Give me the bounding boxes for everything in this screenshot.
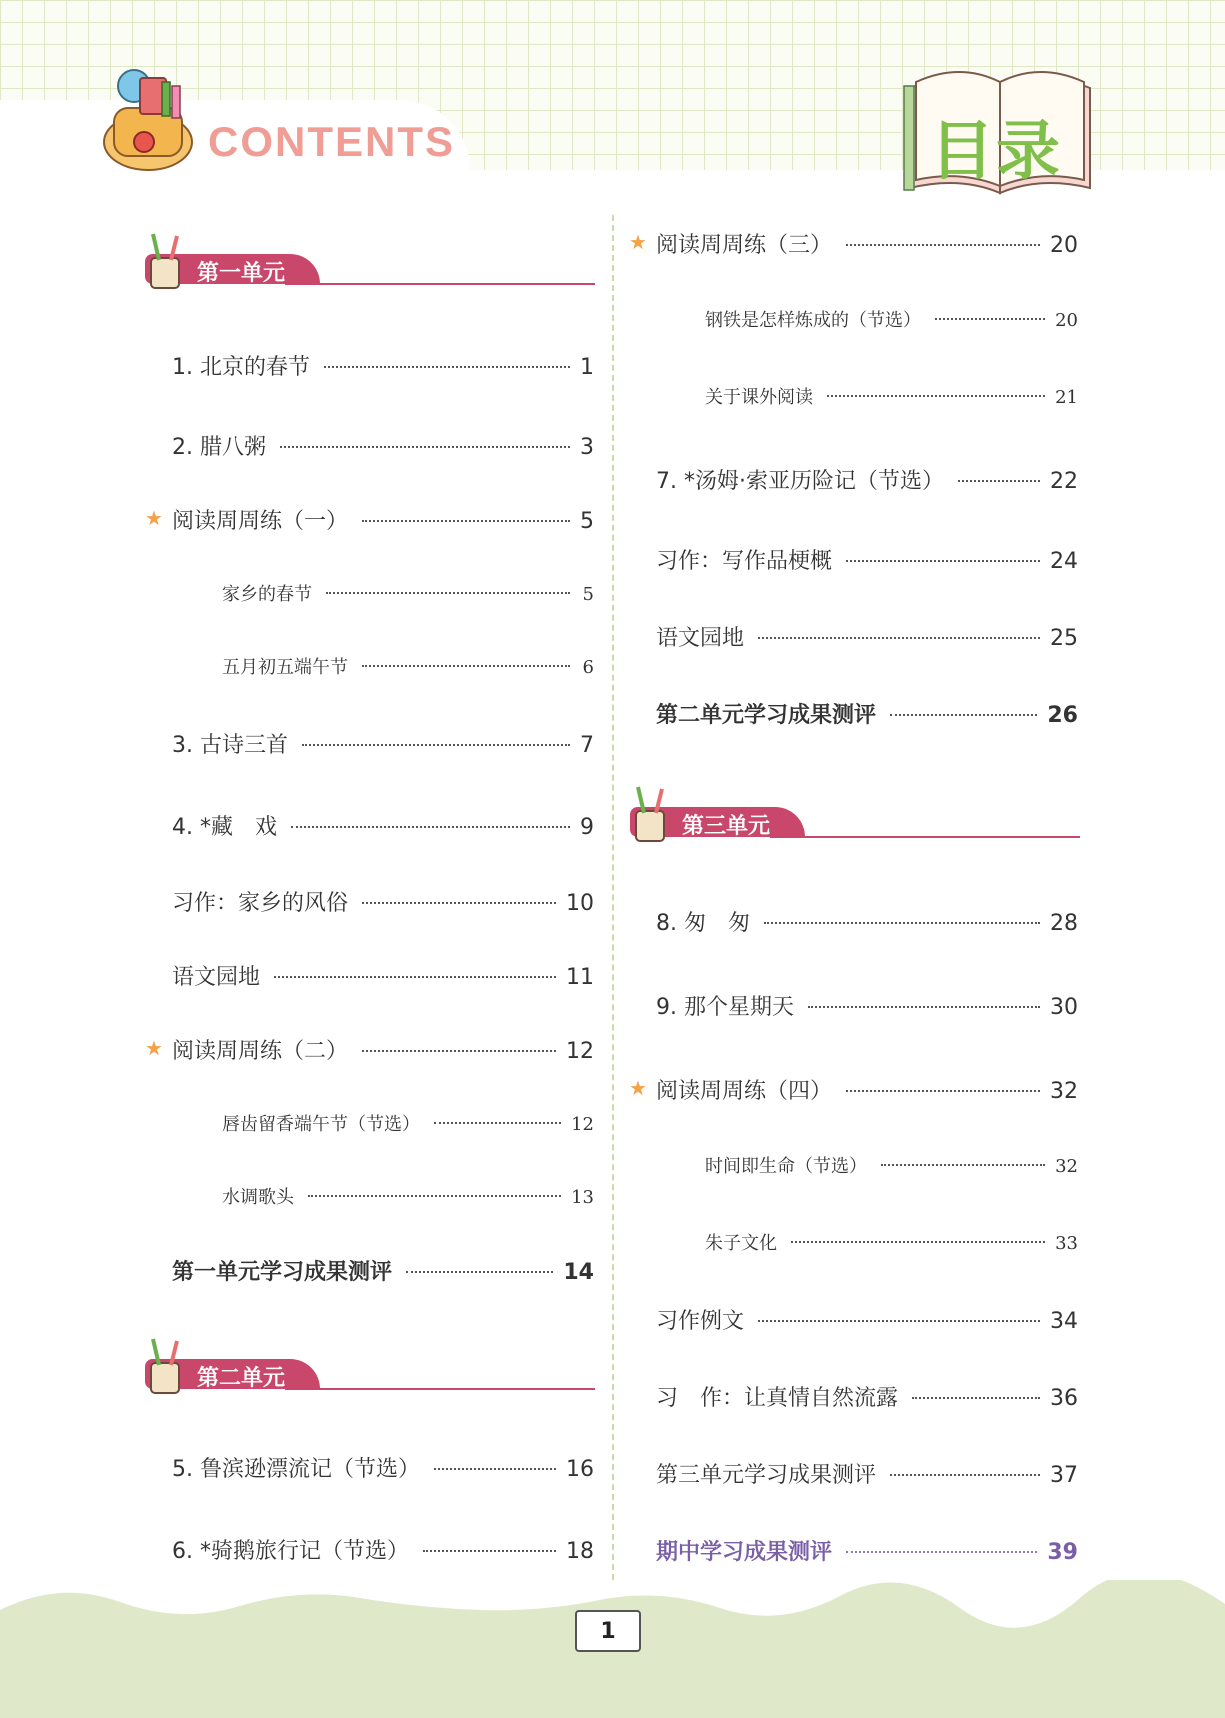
toc-page: 28 xyxy=(1050,911,1078,936)
unit-heading-1 xyxy=(135,250,595,290)
toc-subentry[interactable] xyxy=(222,653,594,679)
star-icon: ★ xyxy=(629,1076,647,1100)
leader-dots xyxy=(362,902,556,904)
toc-page: 26 xyxy=(1047,703,1078,728)
toc-entry-assessment[interactable] xyxy=(656,698,1078,729)
toc-entry[interactable] xyxy=(172,728,594,759)
toc-subentry[interactable] xyxy=(222,580,594,606)
leader-dots xyxy=(935,318,1045,320)
toc-entry[interactable] xyxy=(172,430,594,461)
toc-page: 20 xyxy=(1050,233,1078,258)
leader-dots xyxy=(324,366,570,368)
toc-title: 家乡的春节 xyxy=(222,584,312,605)
toc-title: 第二单元学习成果测评 xyxy=(656,703,877,728)
leader-dots xyxy=(846,560,1040,562)
pencil-cup-icon xyxy=(145,1337,185,1395)
leader-dots xyxy=(308,1195,561,1197)
contents-label: CONTENTS xyxy=(208,118,455,165)
toc-title: 五月初五端午节 xyxy=(222,657,348,678)
unit-heading-3 xyxy=(620,803,1080,843)
leader-dots xyxy=(808,1006,1040,1008)
toc-entry[interactable] xyxy=(172,350,594,381)
toc-page: 30 xyxy=(1050,995,1078,1020)
toc-page: 18 xyxy=(566,1539,594,1564)
leader-dots xyxy=(274,976,556,978)
toc-title: 关于课外阅读 xyxy=(705,387,813,408)
toc-page: 3 xyxy=(580,435,594,460)
leader-dots xyxy=(958,480,1040,482)
toc-subentry[interactable] xyxy=(705,306,1078,332)
toc-title: 第三单元学习成果测评 xyxy=(656,1463,877,1488)
leader-dots xyxy=(827,395,1045,397)
star-icon: ★ xyxy=(145,506,163,530)
toc-page: 20 xyxy=(1055,310,1078,331)
leader-dots xyxy=(326,592,570,594)
toc-title: 语文园地 xyxy=(656,626,745,651)
toc-subentry[interactable] xyxy=(705,383,1078,409)
toc-title: 习作例文 xyxy=(656,1309,745,1334)
toc-title: 4. *藏 戏 xyxy=(172,815,277,840)
toc-entry[interactable] xyxy=(656,464,1078,495)
toc-page: 1 xyxy=(580,355,594,380)
toc-title: 语文园地 xyxy=(172,965,261,990)
toc-title: 阅读周周练（四） xyxy=(656,1079,833,1104)
toc-page: 22 xyxy=(1050,469,1078,494)
toc-page: 5 xyxy=(582,584,594,605)
toc-page: 36 xyxy=(1050,1386,1078,1411)
toc-title: 阅读周周练（一） xyxy=(172,509,349,534)
toc-subentry[interactable] xyxy=(705,1152,1078,1178)
star-icon: ★ xyxy=(629,230,647,254)
toc-entry[interactable] xyxy=(656,1304,1078,1335)
toc-title: 唇齿留香端午节（节选） xyxy=(222,1114,420,1135)
toc-title: 期中学习成果测评 xyxy=(656,1540,833,1565)
toc-subentry[interactable] xyxy=(705,1229,1078,1255)
toc-entry[interactable] xyxy=(656,1458,1078,1489)
unit-underline xyxy=(285,283,595,285)
leader-dots xyxy=(302,744,570,746)
toc-title: 时间即生命（节选） xyxy=(705,1156,867,1177)
toc-page: 33 xyxy=(1055,1233,1078,1254)
pencil-cup-icon xyxy=(145,232,185,290)
toc-entry[interactable] xyxy=(172,886,594,917)
toc-title: 8. 匆 匆 xyxy=(656,911,750,936)
toc-page: 24 xyxy=(1050,549,1078,574)
unit-label: 第二单元 xyxy=(197,1366,286,1391)
page-title: 目录 xyxy=(930,115,1062,189)
toc-title: 朱子文化 xyxy=(705,1233,777,1254)
toc-page: 9 xyxy=(580,815,594,840)
toc-title: 习作：家乡的风俗 xyxy=(172,891,349,916)
toc-page: 11 xyxy=(566,965,594,990)
unit-label: 第三单元 xyxy=(682,814,771,839)
toc-page: 7 xyxy=(580,733,594,758)
toc-page: 14 xyxy=(563,1260,594,1285)
toc-title: 3. 古诗三首 xyxy=(172,733,288,758)
leader-dots xyxy=(846,1090,1040,1092)
toc-page: 32 xyxy=(1050,1079,1078,1104)
toc-page: 39 xyxy=(1047,1540,1078,1565)
toc-title: 9. 那个星期天 xyxy=(656,995,794,1020)
leader-dots xyxy=(362,1050,556,1052)
toc-entry[interactable] xyxy=(656,1074,1078,1105)
leader-dots xyxy=(890,714,1037,716)
toc-title: 习作：写作品梗概 xyxy=(656,549,833,574)
leader-dots xyxy=(791,1241,1045,1243)
toc-entry[interactable] xyxy=(172,1534,594,1565)
unit-label: 第一单元 xyxy=(197,261,286,286)
toc-entry[interactable] xyxy=(656,1381,1078,1412)
toc-page: 16 xyxy=(566,1457,594,1482)
toc-entry[interactable] xyxy=(172,960,594,991)
leader-dots xyxy=(434,1468,556,1470)
leader-dots xyxy=(291,826,570,828)
toc-entry[interactable] xyxy=(656,544,1078,575)
toc-entry[interactable] xyxy=(172,504,594,535)
unit-underline xyxy=(285,1388,595,1390)
toc-entry[interactable] xyxy=(656,228,1078,259)
toc-subentry[interactable] xyxy=(222,1110,594,1136)
leader-dots xyxy=(362,665,570,667)
leader-dots xyxy=(434,1122,561,1124)
unit-heading-2 xyxy=(135,1355,595,1395)
toc-title: 1. 北京的春节 xyxy=(172,355,310,380)
toc-entry[interactable] xyxy=(656,990,1078,1021)
toc-title: 5. 鲁滨逊漂流记（节选） xyxy=(172,1457,420,1482)
leader-dots xyxy=(362,520,570,522)
pencil-cup-icon xyxy=(630,785,670,843)
toc-entry-assessment[interactable] xyxy=(172,1255,594,1286)
toc-title: 2. 腊八粥 xyxy=(172,435,266,460)
toc-entry[interactable] xyxy=(656,906,1078,937)
star-icon: ★ xyxy=(145,1036,163,1060)
toc-title: 钢铁是怎样炼成的（节选） xyxy=(705,310,921,331)
leader-dots xyxy=(881,1164,1045,1166)
toc-subentry[interactable] xyxy=(222,1183,594,1209)
toc-title: 6. *骑鹅旅行记（节选） xyxy=(172,1539,409,1564)
leader-dots xyxy=(764,922,1040,924)
toc-entry[interactable] xyxy=(172,1034,594,1065)
toc-entry[interactable] xyxy=(172,810,594,841)
leader-dots xyxy=(890,1474,1040,1476)
leader-dots xyxy=(758,1320,1040,1322)
toc-page: 37 xyxy=(1050,1463,1078,1488)
toc-entry[interactable] xyxy=(172,1452,594,1483)
school-bag-icon xyxy=(92,64,204,176)
toc-page: 34 xyxy=(1050,1309,1078,1334)
unit-underline xyxy=(770,836,1080,838)
leader-dots xyxy=(406,1271,553,1273)
leader-dots xyxy=(912,1397,1040,1399)
toc-page: 12 xyxy=(571,1114,594,1135)
toc-title: 阅读周周练（三） xyxy=(656,233,833,258)
toc-page: 6 xyxy=(582,657,594,678)
toc-entry-midterm[interactable] xyxy=(656,1535,1078,1566)
toc-title: 7. *汤姆·索亚历险记（节选） xyxy=(656,469,944,494)
page-number: 1 xyxy=(575,1610,641,1652)
toc-page: 10 xyxy=(566,891,594,916)
toc-page: 5 xyxy=(580,509,594,534)
leader-dots xyxy=(423,1550,556,1552)
toc-entry[interactable] xyxy=(656,621,1078,652)
leader-dots xyxy=(846,244,1040,246)
toc-title: 阅读周周练（二） xyxy=(172,1039,349,1064)
toc-page: 21 xyxy=(1055,387,1078,408)
toc-page: 32 xyxy=(1055,1156,1078,1177)
toc-title: 习 作：让真情自然流露 xyxy=(656,1386,899,1411)
column-divider xyxy=(612,215,614,1580)
leader-dots xyxy=(758,637,1040,639)
toc-page: 25 xyxy=(1050,626,1078,651)
leader-dots xyxy=(846,1551,1037,1553)
toc-title: 水调歌头 xyxy=(222,1187,294,1208)
toc-page: 12 xyxy=(566,1039,594,1064)
toc-page: 13 xyxy=(571,1187,594,1208)
toc-title: 第一单元学习成果测评 xyxy=(172,1260,393,1285)
leader-dots xyxy=(280,446,570,448)
